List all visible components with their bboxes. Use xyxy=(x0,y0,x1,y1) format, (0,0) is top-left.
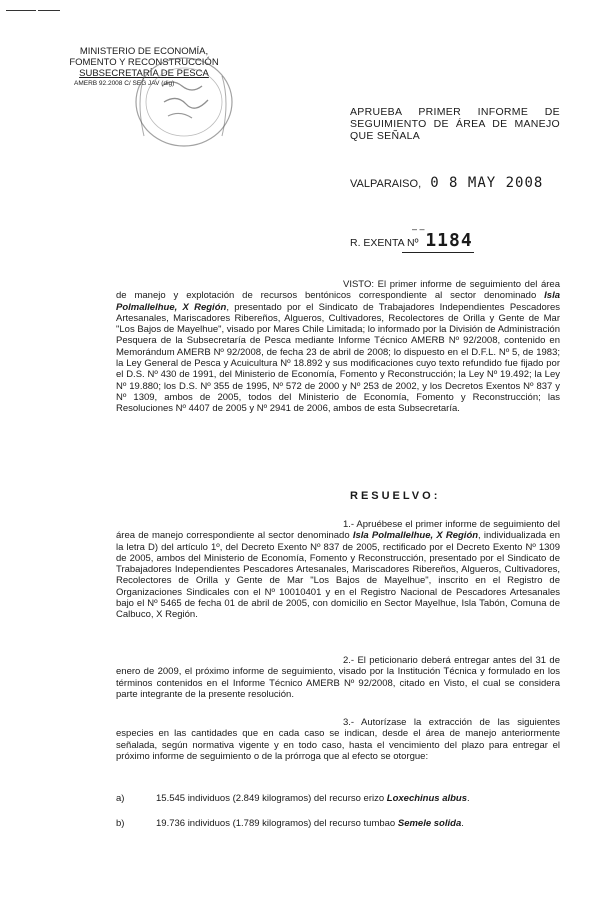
article-3-text: 3.- Autorízase la extracción de las siguientes especies en las cantidades que en cada caso se indican, desde el área de manejo anteriormente señalada, según normativa vigente y en todo caso, hasta el vencimiento del plazo para entregar el próximo informe de seguimiento o de la prórroga que al efecto se otorgue: xyxy=(116,717,560,762)
letterhead-ministry-2: FOMENTO Y RECONSTRUCCIÓN xyxy=(69,57,219,68)
quota-item xyxy=(116,793,560,804)
visto-text-2: , presentado por el Sindicato de Trabajadores Independientes Pescadores Artesanales, Mariscadores Ribereños, Algueros, Cultivadores, Recolectores de Orilla y Gente de Mar "Los Bajos de Mayelhue", visado por Mares Chile Limitada; lo informado por la División de Administración Pesquera de la Subsecretaría de Pesca mediante Informe Técnico AMERB Nº 92/2008, contenido en Memorándum AMERB Nº 92/2008, de fecha 23 de abril de 2008; lo dispuesto en el D.F.L. Nº 5, de 1983; la Ley General de Pesca y Acuicultura Nº 18.892 y sus modificaciones cuyo texto refundido fue fijado por el D.S. Nº 430 de 1991, del Ministerio de Economía, Fomento y Reconstrucción; la Ley Nº 19.492; la Ley Nº 19.880; los D.S. Nº 355 de 1995, Nº 572 de 2000 y Nº 253 de 2002, y los Decretos Exentos Nº 837 y Nº 1309, ambos de 2005, todos del Ministerio de Economía, Fomento y Reconstrucción; las Resoluciones Nº 4407 de 2005 y Nº 2941 de 2006, ambos de esta Subsecretaría. xyxy=(116,301,560,415)
exenta-label: R. EXENTA Nº xyxy=(350,237,419,249)
item-text: 15.545 individuos (2.849 kilogramos) del recurso erizo xyxy=(156,793,387,804)
item-species: Semele solida xyxy=(397,818,462,829)
letterhead-subsecretaria: SUBSECRETARÍA DE PESCA xyxy=(79,68,209,79)
scan-mark xyxy=(38,10,60,11)
scan-mark xyxy=(6,10,36,11)
article-1-sector: Isla Polmallelhue, X Región xyxy=(352,530,479,542)
scan-mark: – – xyxy=(412,224,425,234)
item-text: 19.736 individuos (1.789 kilogramos) del recurso tumbao xyxy=(156,818,398,829)
item-end: . xyxy=(461,818,464,829)
letterhead-ministry: MINISTERIO DE ECONOMÍA, xyxy=(79,46,209,57)
resolution-article-2 xyxy=(116,655,560,700)
visto-sector: Isla Polmallelhue, X Región xyxy=(116,290,560,313)
resolution-article-1 xyxy=(116,519,560,621)
underline xyxy=(402,252,474,253)
resolution-subject: APRUEBA PRIMER INFORME DE SEGUIMIENTO DE ÁREA DE MANEJO QUE SEÑALA xyxy=(350,106,560,142)
article-2-text: 2.- El peticionario deberá entregar antes del 31 de enero de 2009, el próximo informe de seguimiento, visado por la Institución Técnica y formulado en los términos contenidos en el Informe Técnico AMERB Nº 92/2008, citado en Visto, el cual se considera parte integrante de la presente resolución. xyxy=(116,655,560,700)
date-stamp: 0 8 MAY 2008 xyxy=(430,175,544,191)
article-1-text: 1.- Apruébese el primer informe de seguimiento del área de manejo correspondiente al sector denominado xyxy=(116,519,560,542)
item-species: Loxechinus albus xyxy=(386,793,468,804)
official-seal-stamp xyxy=(122,56,242,154)
item-label: b) xyxy=(116,818,125,829)
quota-item xyxy=(116,818,560,829)
visto-label: VISTO: xyxy=(343,279,374,290)
visto-paragraph xyxy=(116,279,560,415)
resolution-number xyxy=(350,224,473,251)
exenta-number: 1184 xyxy=(425,230,473,251)
item-label: a) xyxy=(116,793,125,804)
item-end: . xyxy=(467,793,470,804)
resuelvo-heading: RESUELVO: xyxy=(350,490,441,502)
article-1-text-2: , individualizada en la letra D) del artículo 1º, del Decreto Exento Nº 837 de 2005, rectificado por el Decreto Exento Nº 1309 de 2005, ambos del Ministerio de Economía, Fomento y Reconstrucción, presentado por el Sindicato de Trabajadores Independientes Pescadores Artesanales, Mariscadores Ribereños, Algueros, Cultivadores, Recolectores de Orilla y Gente de Mar "Los Bajos de Mayelhue", inscrito en el Registro de Organizaciones Sindicales con el Nº 10010401 y en el Registro Nacional de Pescadores Artesanales bajo el Nº 5465 de fecha 01 de abril de 2005, con domicilio en Sector Mayelhue, Isla Tabón, Comuna de Calbuco, X Región. xyxy=(116,530,560,621)
letterhead-reference: AMERB 92.2008 C/ SEG JAV (dig) xyxy=(74,80,175,87)
visto-text: El primer informe de seguimiento del área de manejo y explotación de recursos bentónicos correspondiente al sector denominado xyxy=(116,279,560,302)
place: VALPARAISO, xyxy=(350,178,422,190)
resolution-article-3 xyxy=(116,717,560,762)
place-and-date xyxy=(350,175,543,191)
